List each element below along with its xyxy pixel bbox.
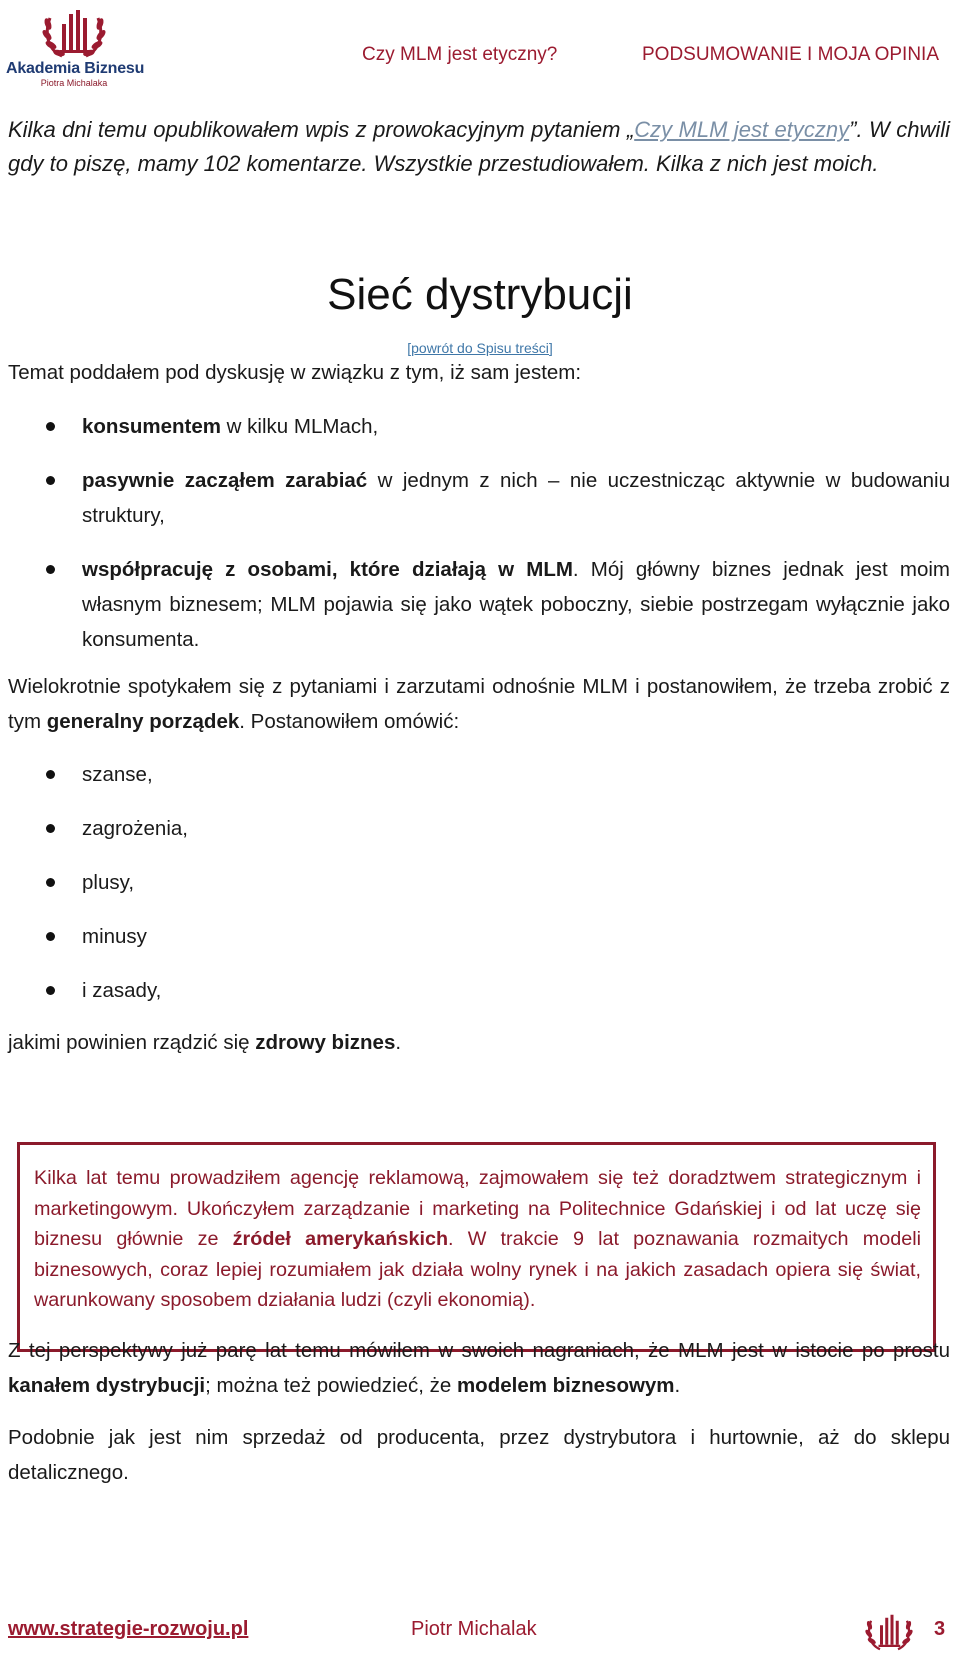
intro-paragraph: [8, 113, 950, 181]
list-item-text: . Mój główny biznes jednak jest moim własnym biznesem; MLM pojawia się jako wątek poboczny, siebie postrzegam wyłącznie jako konsumenta.: [82, 558, 950, 651]
list-item: [0, 463, 960, 533]
list-item: [0, 757, 960, 792]
paragraph-text: Z tej perspektywy już parę lat temu mówiłem w swoich nagraniach, że MLM jest w istocie po prostu: [8, 1339, 950, 1362]
paragraph-bold: generalny porządek: [46, 710, 240, 733]
list-item-text: i zasady,: [82, 979, 162, 1002]
bullet-icon: [46, 770, 55, 779]
bullet-icon: [46, 932, 55, 941]
footer-logo-icon: [865, 1608, 913, 1656]
list-item: [0, 552, 960, 657]
bullet-icon: [46, 824, 55, 833]
list-item-text: w kilku MLMach,: [220, 415, 379, 438]
back-to-toc-link[interactable]: [powrót do Spisu treści]: [407, 340, 553, 356]
list-item: [0, 409, 960, 444]
bullet-icon: [46, 565, 55, 574]
bullet-icon: [46, 986, 55, 995]
list-item-text: w jednym z nich – nie uczestnicząc aktywnie w budowaniu struktury,: [82, 469, 951, 527]
page-header: [0, 0, 960, 90]
bullet-icon: [46, 476, 55, 485]
paragraph-distribution-channel: [8, 1333, 950, 1403]
list-item-bold: konsumentem: [82, 415, 221, 438]
list-item-text: minusy: [82, 925, 147, 948]
list-item-text: zagrożenia,: [82, 817, 188, 840]
paragraph-bold: kanałem dystrybucji: [8, 1374, 206, 1397]
box-bold: źródeł amerykańskich: [232, 1228, 449, 1250]
author-bio-text: [34, 1163, 921, 1316]
paragraph-text: .: [674, 1374, 681, 1397]
logo-name: Akademia Biznesu: [6, 60, 145, 77]
list-item-bold: pasywnie zacząłem zarabiać: [82, 469, 368, 492]
intro-link[interactable]: Czy MLM jest etyczny: [634, 117, 850, 142]
paragraph-text: ; można też powiedzieć, że: [205, 1374, 457, 1397]
paragraph-healthy-business: [8, 1025, 950, 1060]
footer-author: Piotr Michalak: [411, 1618, 537, 1640]
list-item: [0, 811, 960, 846]
paragraph-text: jakimi powinien rządzić się: [8, 1031, 256, 1054]
akademia-biznesu-logo: [6, 4, 145, 88]
footer-website-link[interactable]: www.strategie-rozwoju.pl: [8, 1618, 249, 1640]
intro-text-before: Kilka dni temu opublikowałem wpis z prowokacyjnym pytaniem „: [8, 117, 635, 142]
intro-text-after: ”. W chwili gdy to piszę, mamy 102 komentarze. Wszystkie przestudiowałem. Kilka z nich jest moich.: [8, 117, 950, 176]
paragraph-bold: zdrowy biznes: [255, 1031, 396, 1054]
paragraph-retail-analogy: Podobnie jak jest nim sprzedaż od producenta, przez dystrybutora i hurtownie, aż do sklepu detalicznego.: [8, 1426, 950, 1484]
paragraph-text: . Postanowiłem omówić:: [239, 710, 460, 733]
list-item-text: szanse,: [82, 763, 153, 786]
bullet-icon: [46, 878, 55, 887]
list-item: [0, 973, 960, 1008]
paragraph-text: Wielokrotnie spotykałem się z pytaniami i zarzutami odnośnie MLM i postanowiłem, że trzeba zrobić z tym: [8, 675, 950, 733]
list-item-bold: współpracuję z osobami, które działają w MLM: [82, 558, 573, 581]
paragraph-intro-list: Temat poddałem pod dyskusję w związku z tym, iż sam jestem:: [8, 361, 582, 384]
author-bio-box: [17, 1142, 936, 1352]
list-item: [0, 865, 960, 900]
header-link-ethics[interactable]: Czy MLM jest etyczny?: [362, 44, 558, 65]
page-number: 3: [934, 1618, 946, 1640]
box-text: . W trakcie 9 lat poznawania rozmaitych modeli biznesowych, coraz lepiej rozumiałem jak działa wolny rynek i na jakich zasadach opiera się świat, warunkowany sposobem działania ludzi (czyli ekonomią).: [34, 1228, 921, 1311]
paragraph-bold: modelem biznesowym: [456, 1374, 675, 1397]
section-title: Sieć dystrybucji: [327, 270, 633, 319]
laurel-wreath-logo-icon: [42, 4, 106, 62]
header-link-summary[interactable]: PODSUMOWANIE I MOJA OPINIA: [642, 44, 939, 65]
list-item-text: plusy,: [82, 871, 135, 894]
paragraph-text: .: [395, 1031, 402, 1054]
role-list: [0, 409, 960, 657]
logo-subtitle: Piotra Michalaka: [40, 78, 108, 88]
box-text: Kilka lat temu prowadziłem agencję reklamową, zajmowałem się też doradztwem strategicznym i marketingowym. Ukończyłem zarządzanie i marketing na Politechnice Gdańskiej i od lat uczę się biznesu głównie ze: [34, 1167, 921, 1250]
paragraph-topics: [8, 669, 950, 739]
bullet-icon: [46, 422, 55, 431]
topics-list: [0, 757, 960, 1008]
list-item: [0, 919, 960, 954]
